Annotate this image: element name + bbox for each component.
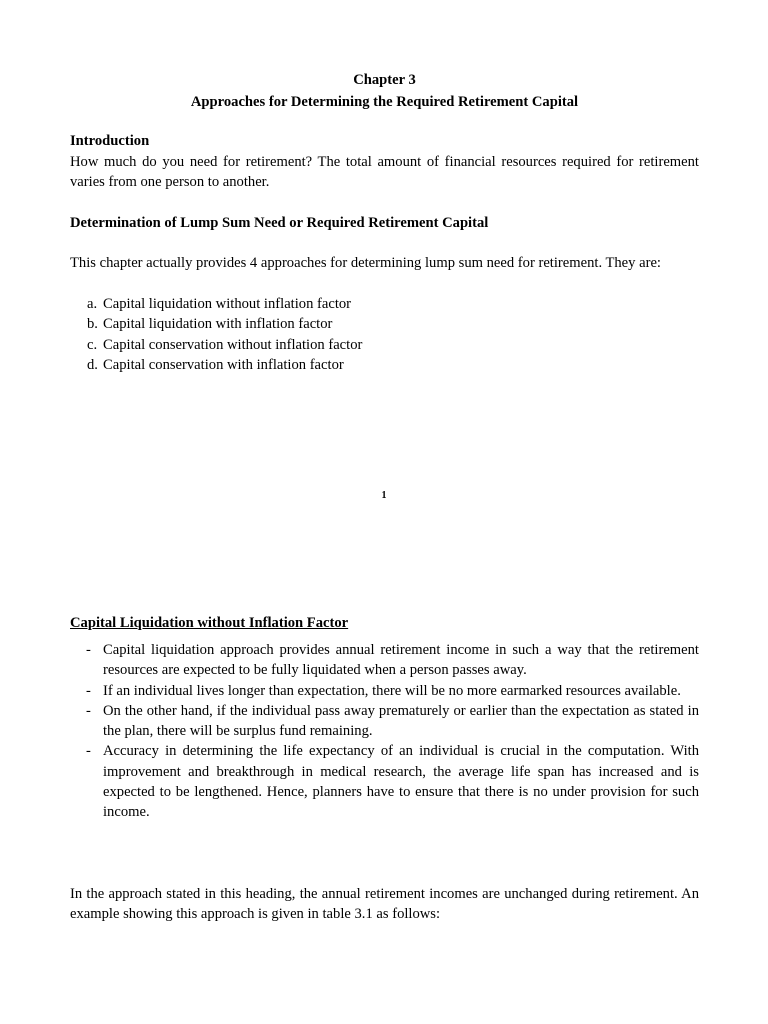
list-marker: - <box>86 642 91 658</box>
intro-paragraph: How much do you need for retirement? The total amount of financial resources required for retirement varies from one person to another. <box>70 154 699 191</box>
list-item-text: Capital liquidation approach provides annual retirement income in such a way that the retirement resources are expected to be fully liquidated when a person passes away. <box>103 642 699 679</box>
list-item-text: On the other hand, if the individual pass away prematurely or earlier than the expectation as stated in the plan, there will be surplus fund remaining. <box>103 702 699 740</box>
list-marker: - <box>86 682 91 699</box>
list-item <box>70 681 699 701</box>
chapter-label: Chapter 3 <box>353 72 416 88</box>
closing-paragraph: In the approach stated in this heading, the annual retirement incomes are unchanged during retirement. An example showing this approach is given in table 3.1 as follows: <box>70 886 699 923</box>
list-marker: a. <box>87 296 98 312</box>
list-marker: c. <box>87 336 98 353</box>
list-item <box>70 741 699 822</box>
capital-liquidation-bullets <box>70 640 699 823</box>
list-marker: - <box>86 702 91 719</box>
list-item-text: Capital liquidation without inflation factor <box>103 296 352 312</box>
list-item-text: Capital conservation with inflation factor <box>103 356 344 373</box>
list-item <box>70 314 699 334</box>
chapter-title: Approaches for Determining the Required Retirement Capital <box>190 94 579 110</box>
list-item-text: Capital liquidation with inflation factor <box>103 316 333 333</box>
list-marker: d. <box>87 356 98 373</box>
page-number: 1 <box>381 490 387 501</box>
list-item <box>70 335 699 355</box>
list-item <box>70 640 699 681</box>
section-paragraph: This chapter actually provides 4 approaches for determining lump sum need for retirement. They are: <box>70 255 661 271</box>
list-marker: b. <box>87 316 98 333</box>
approaches-list <box>70 294 699 375</box>
capital-liquidation-heading: Capital Liquidation without Inflation Factor <box>70 615 349 631</box>
list-item <box>70 294 699 314</box>
list-item <box>70 355 699 375</box>
list-item-text: Capital conservation without inflation factor <box>103 336 363 353</box>
list-item <box>70 701 699 742</box>
list-item-text: Accuracy in determining the life expectancy of an individual is crucial in the computation. With improvement and breakthrough in medical research, the average life span has increased and is expected to be lengthened. Hence, planners have to ensure that there is no under provision for such income. <box>103 743 699 821</box>
list-marker: - <box>86 743 91 760</box>
section-heading: Determination of Lump Sum Need or Required Retirement Capital <box>70 215 489 231</box>
intro-heading: Introduction <box>70 133 150 149</box>
list-item-text: If an individual lives longer than expectation, there will be no more earmarked resources available. <box>103 682 681 699</box>
